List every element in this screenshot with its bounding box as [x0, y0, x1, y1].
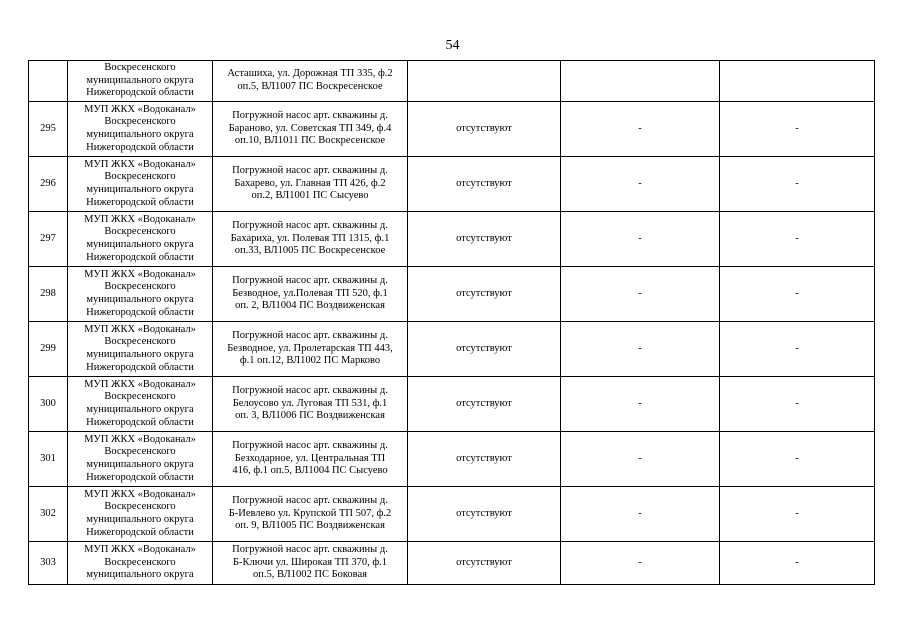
cell-line: Бахарево, ул. Главная ТП 426, ф.2 — [234, 177, 386, 189]
status-cell: отсутствуют — [408, 212, 561, 267]
cell-line: Нижегородской области — [86, 87, 194, 99]
object-description-cell — [213, 212, 408, 267]
organization-cell — [68, 487, 213, 542]
table-row — [29, 102, 875, 157]
value-cell-a: - — [561, 267, 720, 322]
cell-line: Воскресенского — [104, 556, 176, 568]
cell-line: Погружной насос арт. скважины д. — [232, 275, 388, 287]
cell-line: Погружной насос арт. скважины д. — [232, 220, 388, 232]
cell-line: Нижегородской области — [86, 471, 194, 483]
cell-line: муниципального округа — [86, 349, 194, 360]
page-number: 54 — [445, 38, 460, 53]
cell-line: Нижегородской области — [86, 141, 194, 153]
cell-line: оп. 2, ВЛ1004 ПС Воздвиженская — [235, 300, 385, 312]
object-description-cell — [213, 157, 408, 212]
cell-line: Воскресенского — [104, 62, 176, 74]
value-cell-b: - — [720, 377, 875, 432]
cell-line: Погружной насос арт. скважины д. — [232, 544, 388, 556]
status-cell: отсутствуют — [408, 102, 561, 157]
organization-cell — [68, 102, 213, 157]
cell-line: оп.33, ВЛ1005 ПС Воскресенское — [234, 245, 386, 257]
row-number: 295 — [29, 102, 68, 157]
cell-line: муниципального округа — [86, 184, 194, 195]
status-cell: отсутствуют — [408, 157, 561, 212]
value-cell-a: - — [561, 157, 720, 212]
cell-line: оп. 9, ВЛ1005 ПС Воздвиженская — [235, 520, 385, 532]
cell-line: муниципального округа — [86, 514, 194, 525]
table-row — [29, 157, 875, 212]
cell-line: Воскресенского — [104, 226, 176, 238]
status-cell: отсутствуют — [408, 432, 561, 487]
cell-line: Нижегородской области — [86, 196, 194, 208]
cell-line: Воскресенского — [104, 391, 176, 403]
cell-line: Бараново, ул. Советская ТП 349, ф.4 — [228, 122, 392, 134]
value-cell-b: - — [720, 432, 875, 487]
cell-line: МУП ЖКХ «Водоканал» — [84, 158, 196, 170]
cell-line: Б-Иевлево ул. Крупской ТП 507, ф.2 — [228, 507, 392, 519]
object-description-cell — [213, 322, 408, 377]
cell-line: оп.2, ВЛ1001 ПС Сысуево — [251, 190, 369, 202]
value-cell-b: - — [720, 157, 875, 212]
cell-line: Нижегородской области — [86, 251, 194, 263]
cell-line: МУП ЖКХ «Водоканал» — [84, 103, 196, 115]
data-table — [28, 60, 875, 585]
organization-cell — [68, 377, 213, 432]
cell-line: Погружной насос арт. скважины д. — [232, 330, 388, 342]
cell-line: Белоусово ул. Луговая ТП 531, ф.1 — [232, 397, 388, 409]
table-row — [29, 61, 875, 102]
row-number: 296 — [29, 157, 68, 212]
organization-cell — [68, 61, 213, 102]
cell-line: Нижегородской области — [86, 526, 194, 538]
object-description-cell — [213, 487, 408, 542]
cell-line: Безводное, ул.Полевая ТП 520, ф.1 — [232, 287, 388, 299]
cell-line: Б-Ключи ул. Широкая ТП 370, ф.1 — [232, 556, 388, 568]
cell-line: МУП ЖКХ «Водоканал» — [84, 433, 196, 445]
cell-line: МУП ЖКХ «Водоканал» — [84, 544, 196, 556]
value-cell-a: - — [561, 542, 720, 585]
cell-line: Безводное, ул. Пролетарская ТП 443, — [227, 342, 393, 354]
table-row — [29, 487, 875, 542]
cell-line: Бахариха, ул. Полевая ТП 1315, ф.1 — [230, 232, 390, 244]
value-cell-b: - — [720, 487, 875, 542]
table-row — [29, 212, 875, 267]
object-description-cell — [213, 542, 408, 585]
cell-line: муниципального округа — [86, 294, 194, 305]
row-number: 302 — [29, 487, 68, 542]
value-cell-a: - — [561, 432, 720, 487]
object-description-cell — [213, 377, 408, 432]
value-cell-b: - — [720, 322, 875, 377]
table-row — [29, 432, 875, 487]
value-cell-a: - — [561, 212, 720, 267]
cell-line: муниципального округа — [86, 404, 194, 415]
row-number: 303 — [29, 542, 68, 585]
cell-line: муниципального округа — [86, 459, 194, 470]
cell-line: Погружной насос арт. скважины д. — [232, 385, 388, 397]
object-description-cell — [213, 61, 408, 102]
status-cell: отсутствуют — [408, 542, 561, 585]
organization-cell — [68, 432, 213, 487]
status-cell: отсутствуют — [408, 487, 561, 542]
table-row — [29, 322, 875, 377]
organization-cell — [68, 542, 213, 585]
object-description-cell — [213, 432, 408, 487]
cell-line: оп.5, ВЛ1002 ПС Боковая — [253, 569, 367, 581]
value-cell-a: - — [561, 487, 720, 542]
cell-line: МУП ЖКХ «Водоканал» — [84, 323, 196, 335]
cell-line: МУП ЖКХ «Водоканал» — [84, 213, 196, 225]
cell-line: оп. 3, ВЛ1006 ПС Воздвиженская — [235, 410, 385, 422]
status-cell: отсутствуют — [408, 322, 561, 377]
organization-cell — [68, 267, 213, 322]
cell-line: Погружной насос арт. скважины д. — [232, 165, 388, 177]
object-description-cell — [213, 267, 408, 322]
cell-line: Погружной насос арт. скважины д. — [232, 440, 388, 452]
cell-line: оп.5, ВЛ1007 ПС Воскресенское — [237, 81, 383, 92]
cell-line: Воскресенского — [104, 446, 176, 458]
cell-line: Воскресенского — [104, 336, 176, 348]
row-number: 297 — [29, 212, 68, 267]
cell-line: МУП ЖКХ «Водоканал» — [84, 488, 196, 500]
cell-line: муниципального округа — [86, 569, 194, 581]
value-cell-b: - — [720, 542, 875, 585]
status-cell: отсутствуют — [408, 377, 561, 432]
cell-line: Нижегородской области — [86, 361, 194, 373]
table-row — [29, 377, 875, 432]
cell-line: Воскресенского — [104, 281, 176, 293]
row-number: 301 — [29, 432, 68, 487]
cell-line: оп.10, ВЛ1011 ПС Воскресенское — [234, 135, 386, 147]
cell-line: 416, ф.1 оп.5, ВЛ1004 ПС Сысуево — [232, 465, 388, 477]
value-cell-a: - — [561, 377, 720, 432]
cell-line: Погружной насос арт. скважины д. — [232, 495, 388, 507]
value-cell-b: - — [720, 102, 875, 157]
cell-line: МУП ЖКХ «Водоканал» — [84, 378, 196, 390]
object-description-cell — [213, 102, 408, 157]
cell-line: Воскресенского — [104, 171, 176, 183]
cell-line: муниципального округа — [86, 129, 194, 140]
status-cell: отсутствуют — [408, 267, 561, 322]
cell-line: Воскресенского — [104, 501, 176, 513]
value-cell-b: - — [720, 212, 875, 267]
organization-cell — [68, 157, 213, 212]
table-row — [29, 542, 875, 585]
organization-cell — [68, 322, 213, 377]
value-cell-b: - — [720, 267, 875, 322]
value-cell-a — [561, 61, 720, 102]
cell-line: Безходарное, ул. Центральная ТП — [234, 452, 386, 464]
organization-cell — [68, 212, 213, 267]
row-number: 298 — [29, 267, 68, 322]
status-cell — [408, 61, 561, 102]
value-cell-b — [720, 61, 875, 102]
cell-line: Воскресенского — [104, 116, 176, 128]
value-cell-a: - — [561, 102, 720, 157]
row-number: 300 — [29, 377, 68, 432]
row-number: 299 — [29, 322, 68, 377]
cell-line: муниципального округа — [86, 74, 194, 86]
cell-line: Погружной насос арт. скважины д. — [232, 110, 388, 122]
cell-line: Нижегородской области — [86, 416, 194, 428]
row-number — [29, 61, 68, 102]
value-cell-a: - — [561, 322, 720, 377]
cell-line: МУП ЖКХ «Водоканал» — [84, 268, 196, 280]
table-row — [29, 267, 875, 322]
table-body — [29, 61, 875, 585]
cell-line: Нижегородской области — [86, 306, 194, 318]
cell-line: ф.1 оп.12, ВЛ1002 ПС Марково — [239, 355, 381, 367]
cell-line: Асташиха, ул. Дорожная ТП 335, ф.2 — [227, 68, 393, 80]
cell-line: муниципального округа — [86, 239, 194, 250]
